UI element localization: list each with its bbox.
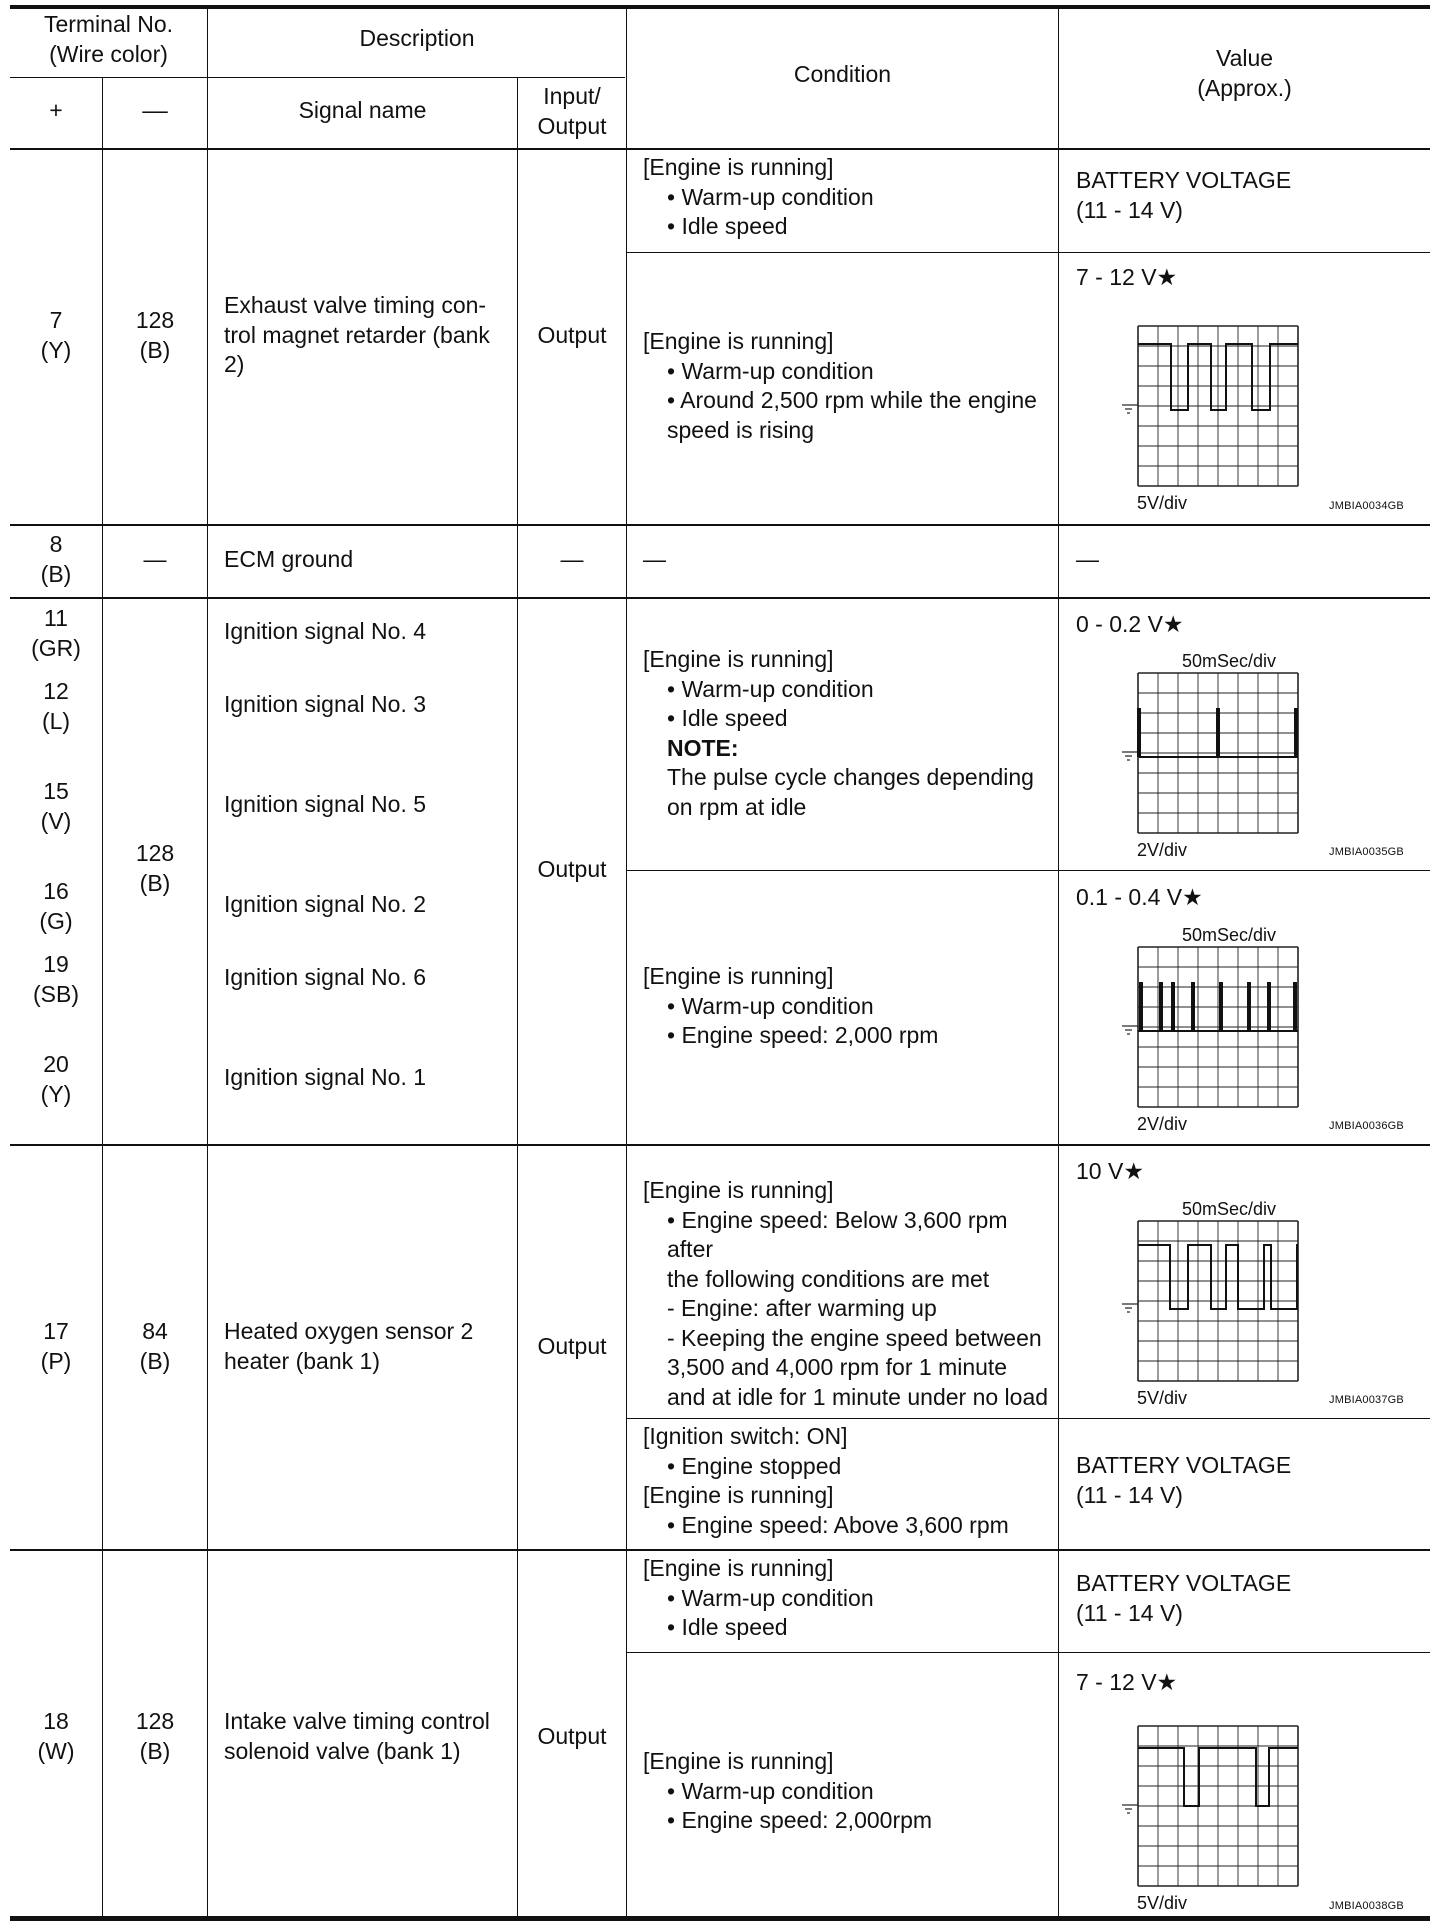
terminal-minus <box>103 1707 207 1766</box>
header-plus: + <box>49 97 63 123</box>
condition-line: [Engine is running] <box>643 646 834 672</box>
condition-line: - Keeping the engine speed between <box>667 1324 1042 1351</box>
terminal-plus <box>10 306 102 365</box>
signal-name <box>224 291 514 380</box>
scope-time-div: 50mSec/div <box>1182 925 1277 945</box>
condition-line: • Engine speed: Below 3,600 rpm after <box>667 1206 1008 1262</box>
value-line: BATTERY VOLTAGE <box>1076 167 1292 193</box>
condition-text <box>643 1554 1053 1643</box>
header-signal-name: Signal name <box>298 97 427 123</box>
scope-volt-div: 5V/div <box>1137 493 1188 513</box>
terminal-minus: — <box>143 546 167 572</box>
note-label: NOTE: <box>667 734 739 761</box>
terminal-plus <box>10 1050 102 1109</box>
condition-line: • Engine speed: 2,000rpm <box>667 1807 933 1833</box>
signal-name: Ignition signal No. 4 <box>224 618 427 644</box>
condition-text <box>643 962 1053 1051</box>
col-line <box>1058 5 1059 1917</box>
value-line: BATTERY VOLTAGE <box>1076 1570 1292 1596</box>
figure-code: JMBIA0038GB <box>1329 1900 1404 1912</box>
header-io <box>518 82 626 141</box>
condition-text <box>643 645 1053 822</box>
figure-code: JMBIA0037GB <box>1329 1394 1404 1406</box>
condition-line: • Warm-up condition <box>667 1584 874 1611</box>
wire-color: (G) <box>39 907 73 934</box>
signal-name: Ignition signal No. 5 <box>224 791 427 817</box>
row-sep <box>10 1549 1430 1551</box>
terminal-number: 16 <box>43 878 69 904</box>
header-condition: Condition <box>793 61 892 87</box>
terminal-plus <box>10 1707 102 1766</box>
signal-name <box>224 1707 514 1766</box>
header-wire-color-label: (Wire color) <box>49 40 168 67</box>
wire-color: (Y) <box>40 336 72 363</box>
condition-text <box>643 153 1053 242</box>
oscilloscope-waveform <box>1113 323 1299 491</box>
wire-color: (P) <box>40 1347 72 1374</box>
value-text: — <box>1076 546 1099 572</box>
header-output-label: Output <box>537 112 607 139</box>
ground-icon <box>1122 1026 1138 1034</box>
value-text: 0.1 - 0.4 V★ <box>1076 884 1203 910</box>
wire-color: (L) <box>41 707 71 734</box>
condition-text <box>643 1176 1055 1412</box>
condition-line: • Engine speed: Above 3,600 rpm <box>667 1511 1009 1538</box>
signal-line: heater (bank 1) <box>224 1347 380 1374</box>
oscilloscope-waveform <box>1113 1723 1299 1891</box>
condition-line: [Engine is running] <box>643 1555 834 1581</box>
condition-line: [Engine is running] <box>643 1748 834 1774</box>
terminal-minus <box>103 839 207 898</box>
condition-line: [Engine is running] <box>643 1482 834 1508</box>
terminal-minus <box>103 1317 207 1376</box>
signal-name <box>224 1317 514 1376</box>
cond-sep <box>627 1418 1430 1419</box>
value-text <box>1076 166 1416 225</box>
value-text <box>1076 1569 1416 1628</box>
condition-line: - Engine: after warming up <box>667 1295 937 1321</box>
figure-code: JMBIA0036GB <box>1329 1120 1404 1132</box>
scope-grid <box>1113 944 1299 1112</box>
condition-line: • Warm-up condition <box>667 992 874 1019</box>
col-line <box>626 5 627 1917</box>
value-text: 10 V★ <box>1076 1158 1144 1184</box>
scope-volt-div: 5V/div <box>1137 1388 1188 1408</box>
condition-line: The pulse cycle changes depending <box>667 764 1034 790</box>
condition-text <box>643 1422 1053 1540</box>
terminal-number: 17 <box>43 1318 69 1344</box>
oscilloscope-waveform <box>1113 670 1299 838</box>
condition-text <box>643 1747 1053 1836</box>
scope-volt-div: 2V/div <box>1137 1114 1188 1134</box>
condition-line: • Engine speed: 2,000 rpm <box>667 1022 939 1048</box>
wire-color: (B) <box>139 1737 171 1764</box>
table-top-border <box>10 5 1430 9</box>
value-text: 7 - 12 V★ <box>1076 1669 1178 1695</box>
wire-color: (B) <box>40 560 72 587</box>
condition-line: the following conditions are met <box>667 1265 990 1292</box>
terminal-number: 12 <box>43 678 69 704</box>
condition-line: on rpm at idle <box>667 793 807 820</box>
ground-icon <box>1122 405 1138 413</box>
terminal-number: 128 <box>135 1708 175 1734</box>
value-line: (11 - 14 V) <box>1076 1599 1183 1626</box>
value-text: 0 - 0.2 V★ <box>1076 611 1184 637</box>
io-type: Output <box>537 1723 607 1749</box>
figure-code: JMBIA0035GB <box>1329 846 1404 858</box>
io-type: Output <box>537 1333 607 1359</box>
col-line <box>517 77 518 1917</box>
terminal-plus <box>10 777 102 836</box>
condition-line: • Warm-up condition <box>667 357 874 384</box>
signal-line: Heated oxygen sensor 2 <box>224 1318 474 1344</box>
terminal-number: 15 <box>43 778 69 804</box>
row-sep <box>10 1144 1430 1146</box>
signal-name: ECM ground <box>224 546 354 572</box>
condition-line: • Idle speed <box>667 213 788 239</box>
signal-name: Ignition signal No. 2 <box>224 891 427 917</box>
signal-line: Intake valve timing control <box>224 1708 490 1734</box>
terminal-number: 84 <box>142 1318 168 1344</box>
condition-line: [Ignition switch: ON] <box>643 1423 848 1449</box>
header-terminal-label: Terminal No. <box>43 11 174 37</box>
ground-icon <box>1122 752 1138 760</box>
condition-line: [Engine is running] <box>643 963 834 989</box>
signal-name: Ignition signal No. 3 <box>224 691 427 717</box>
value-text: 7 - 12 V★ <box>1076 264 1178 290</box>
header-approx-label: (Approx.) <box>1197 74 1292 101</box>
scope-time-div: 50mSec/div <box>1182 1199 1277 1219</box>
cond-sep <box>627 870 1430 871</box>
wire-color: (B) <box>139 336 171 363</box>
terminal-minus <box>103 306 207 365</box>
signal-line: trol magnet retarder (bank <box>224 321 490 348</box>
terminal-plus <box>10 604 102 663</box>
cond-sep <box>627 1652 1430 1653</box>
col-line <box>207 5 208 1917</box>
condition-line: • Engine stopped <box>667 1452 842 1479</box>
terminal-plus <box>10 950 102 1009</box>
signal-name: Ignition signal No. 6 <box>224 964 427 990</box>
condition-line: • Idle speed <box>667 705 788 731</box>
condition-line: • Warm-up condition <box>667 183 874 210</box>
condition-line: • Warm-up condition <box>667 675 874 702</box>
condition-line: [Engine is running] <box>643 328 834 354</box>
scope-volt-div: 2V/div <box>1137 840 1188 860</box>
io-type: Output <box>537 322 607 348</box>
terminal-plus <box>10 1317 102 1376</box>
signal-name: Ignition signal No. 1 <box>224 1064 427 1090</box>
header-value <box>1059 44 1430 103</box>
terminal-plus <box>10 877 102 936</box>
scope-time-div: 50mSec/div <box>1182 651 1277 671</box>
condition-line: speed is rising <box>667 416 815 443</box>
cond-sep <box>627 252 1430 253</box>
scope-grid <box>1113 1723 1299 1891</box>
oscilloscope-waveform <box>1113 944 1299 1112</box>
wire-color: (SB) <box>33 980 79 1007</box>
condition-text <box>643 327 1053 445</box>
row-sep <box>10 524 1430 526</box>
signal-line: 2) <box>224 351 245 377</box>
header-bottom-border <box>10 148 1430 150</box>
terminal-number: 7 <box>49 307 63 333</box>
scope-volt-div: 5V/div <box>1137 1893 1188 1913</box>
terminal-plus <box>10 530 102 589</box>
value-line: (11 - 14 V) <box>1076 1481 1183 1508</box>
terminal-number: 128 <box>135 307 175 333</box>
condition-text: — <box>643 546 666 572</box>
condition-line: • Around 2,500 rpm while the engine <box>667 387 1037 413</box>
table-bottom-border <box>10 1916 1430 1921</box>
wire-color: (W) <box>37 1737 75 1764</box>
terminal-number: 19 <box>43 951 69 977</box>
wire-color: (Y) <box>40 1080 72 1107</box>
scope-grid <box>1113 1218 1299 1386</box>
figure-code: JMBIA0034GB <box>1329 500 1404 512</box>
header-input-label: Input/ <box>543 83 601 109</box>
value-line: BATTERY VOLTAGE <box>1076 1452 1292 1478</box>
terminal-number: 20 <box>43 1051 69 1077</box>
value-line: (11 - 14 V) <box>1076 196 1183 223</box>
terminal-number: 11 <box>44 605 68 631</box>
signal-line: Exhaust valve timing con- <box>224 292 487 318</box>
signal-line: solenoid valve (bank 1) <box>224 1737 461 1764</box>
header-value-label: Value <box>1215 45 1274 71</box>
wire-color: (B) <box>139 869 171 896</box>
terminal-number: 18 <box>43 1708 69 1734</box>
value-text <box>1076 1451 1416 1510</box>
condition-line: [Engine is running] <box>643 1177 834 1203</box>
wire-color: (B) <box>139 1347 171 1374</box>
wire-color: (V) <box>40 807 72 834</box>
condition-line: [Engine is running] <box>643 154 834 180</box>
condition-line: • Idle speed <box>667 1614 788 1640</box>
io-type: — <box>560 546 584 572</box>
oscilloscope-waveform <box>1113 1218 1299 1386</box>
header-terminal <box>10 10 207 69</box>
header-minus: –– <box>142 97 168 123</box>
scope-grid <box>1113 323 1299 491</box>
header-description: Description <box>359 25 475 51</box>
condition-line: and at idle for 1 minute under no load <box>667 1383 1049 1410</box>
ground-icon <box>1122 1304 1138 1312</box>
wire-color: (GR) <box>31 634 81 661</box>
terminal-number: 8 <box>49 531 63 557</box>
scope-grid <box>1113 670 1299 838</box>
condition-line: 3,500 and 4,000 rpm for 1 minute <box>667 1354 1008 1380</box>
terminal-plus <box>10 677 102 736</box>
row-sep <box>10 597 1430 599</box>
io-type: Output <box>537 856 607 882</box>
condition-line: • Warm-up condition <box>667 1777 874 1804</box>
terminal-number: 128 <box>135 840 175 866</box>
ground-icon <box>1122 1805 1138 1813</box>
